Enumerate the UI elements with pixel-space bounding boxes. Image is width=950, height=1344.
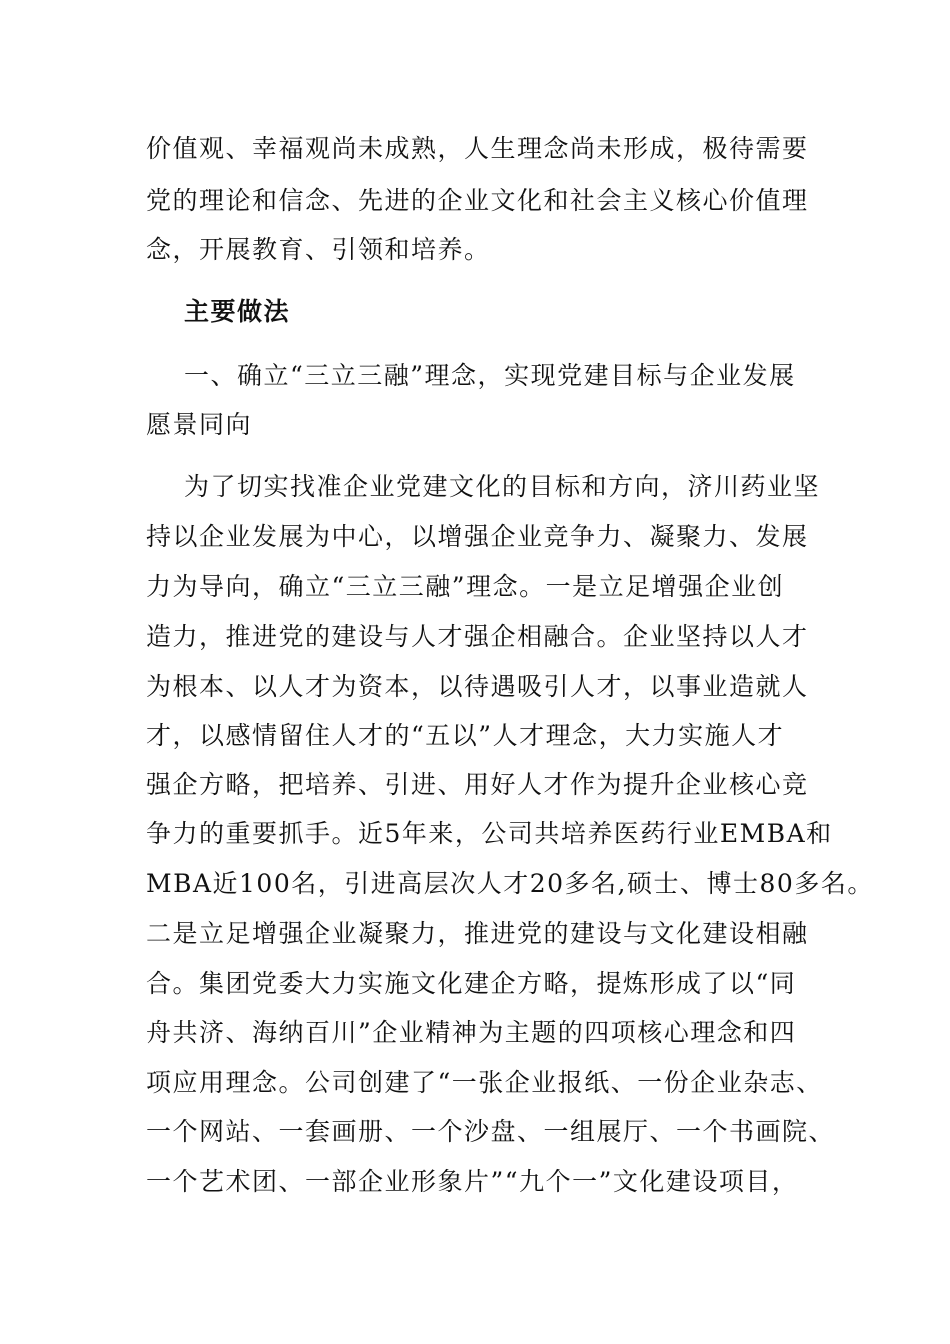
section-title-line: 一、确立“三立三融”理念，实现党建目标与企业发展 xyxy=(184,361,796,390)
paragraph-line: 项应用理念。公司创建了“一张企业报纸、一份企业杂志、 xyxy=(146,1068,823,1097)
paragraph-line: 合。集团党委大力实施文化建企方略，提炼形成了以“同 xyxy=(146,969,797,998)
paragraph-line: 价值观、幸福观尚未成熟，人生理念尚未形成，极待需要 xyxy=(146,134,809,163)
paragraph-line: 造力，推进党的建设与人才强企相融合。企业坚持以人才 xyxy=(146,622,809,651)
paragraph-line: 为了切实找准企业党建文化的目标和方向，济川药业坚 xyxy=(184,472,821,501)
paragraph-line: 舟共济、海纳百川”企业精神为主题的四项核心理念和四 xyxy=(146,1018,797,1047)
section-title-line: 愿景同向 xyxy=(146,410,253,439)
paragraph-line: 持以企业发展为中心，以增强企业竞争力、凝聚力、发展 xyxy=(146,522,809,551)
paragraph-line: 强企方略，把培养、引进、用好人才作为提升企业核心竞 xyxy=(146,770,809,799)
paragraph-line: 二是立足增强企业凝聚力，推进党的建设与文化建设相融 xyxy=(146,919,809,948)
paragraph-line: 为根本、以人才为资本，以待遇吸引人才，以事业造就人 xyxy=(146,672,809,701)
paragraph-line: 才，以感情留住人才的“五以”人才理念，大力实施人才 xyxy=(146,721,785,750)
paragraph-line: 党的理论和信念、先进的企业文化和社会主义核心价值理 xyxy=(146,186,809,215)
paragraph-line: 争力的重要抓手。近5年来，公司共培养医药行业EMBA和 xyxy=(146,819,833,848)
paragraph-line: 力为导向，确立“三立三融”理念。一是立足增强企业创 xyxy=(146,572,785,601)
paragraph-line: 念，开展教育、引领和培养。 xyxy=(146,235,491,264)
paragraph-line: 一个艺术团、一部企业形象片”“九个一”文化建设项目， xyxy=(146,1167,799,1196)
paragraph-line: 一个网站、一套画册、一个沙盘、一组展厅、一个书画院、 xyxy=(146,1117,836,1146)
section-heading: 主要做法 xyxy=(184,297,291,326)
paragraph-line: MBA近100名，引进高层次人才20多名,硕士、博士80多名。 xyxy=(146,869,874,898)
